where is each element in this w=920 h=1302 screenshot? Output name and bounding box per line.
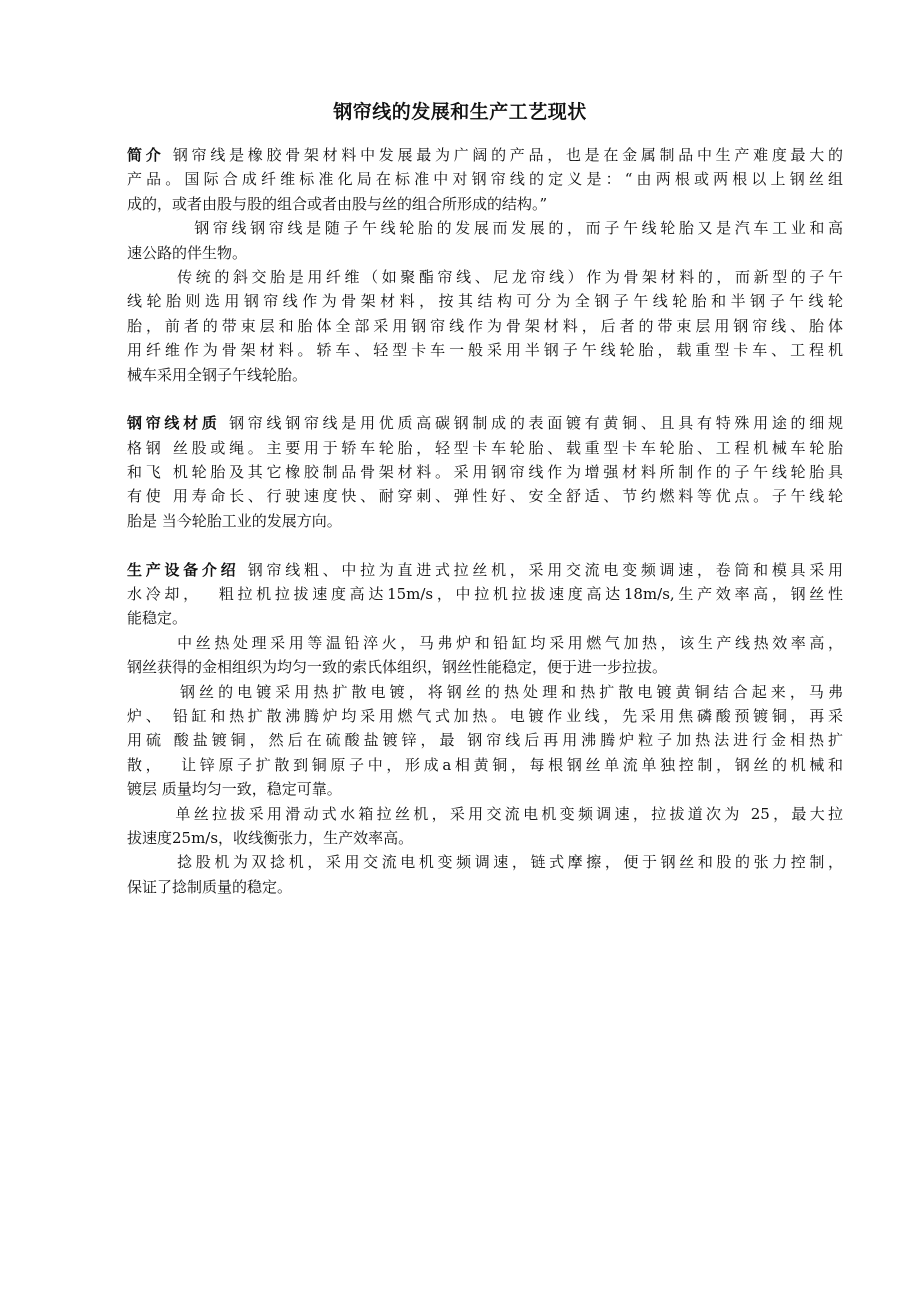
document-title: 钢帘线的发展和生产工艺现状 bbox=[333, 101, 587, 123]
paragraph-line: 钢帘线材质 钢帘线钢帘线是用优质高碳钢制成的表面镀有黄铜、且具有特殊用途的细规 bbox=[127, 414, 843, 433]
paragraph-line: 捻股机为双捻机，采用交流电机变频调速，链式摩擦，便于钢丝和股的张力控制， bbox=[127, 853, 843, 872]
paragraph-line: 格钢 丝股或绳。主要用于轿车轮胎，轻型卡车轮胎、载重型卡车轮胎、工程机械车轮胎 bbox=[127, 438, 843, 457]
paragraph-spacer bbox=[127, 533, 843, 557]
paragraph-line: 械车采用全钢子午线轮胎。 bbox=[127, 365, 308, 384]
section-equipment bbox=[127, 558, 843, 899]
paragraph-line: 保证了捻制质量的稳定。 bbox=[127, 877, 293, 896]
paragraph-line: 单丝拉拔采用滑动式水箱拉丝机，采用交流电机变频调速，拉拔道次为 25，最大拉 bbox=[127, 804, 843, 823]
section-material bbox=[127, 411, 843, 533]
paragraph-line: 镀层 质量均匀一致，稳定可靠。 bbox=[127, 780, 342, 799]
paragraph-line: 水冷却， 粗拉机拉拔速度高达15m/s，中拉机拉拔速度高达18m/s,生产效率高，钢丝性 bbox=[127, 585, 843, 604]
paragraph-line: 用硫 酸盐镀铜，然后在硫酸盐镀锌，最 钢帘线后再用沸腾炉粒子加热法进行金相热扩 bbox=[127, 731, 843, 750]
section-intro bbox=[127, 143, 843, 387]
paragraph-line: 传统的斜交胎是用纤维（如聚酯帘线、尼龙帘线）作为骨架材料的，而新型的子午 bbox=[127, 267, 843, 286]
paragraph-line: 钢帘线钢帘线是随子午线轮胎的发展而发展的，而子午线轮胎又是汽车工业和高 bbox=[127, 219, 843, 238]
paragraph-line: 炉、 铅缸和热扩散沸腾炉均采用燃气式加热。电镀作业线，先采用焦磷酸预镀铜，再采 bbox=[127, 706, 843, 725]
paragraph-line: 用纤维作为骨架材料。轿车、轻型卡车一般采用半钢子午线轮胎，载重型卡车、工程机 bbox=[127, 341, 843, 360]
paragraph-line: 产品。国际合成纤维标准化局在标准中对钢帘线的定义是：“由两根或两根以上钢丝组 bbox=[127, 170, 843, 189]
paragraph-line: 有使 用寿命长、行驶速度快、耐穿刺、弹性好、安全舒适、节约燃料等优点。子午线轮 bbox=[127, 487, 843, 506]
paragraph-line: 和飞 机轮胎及其它橡胶制品骨架材料。采用钢帘线作为增强材料所制作的子午线轮胎具 bbox=[127, 463, 843, 482]
section-heading-material: 钢帘线材质 bbox=[127, 414, 221, 433]
paragraph-line: 线轮胎则选用钢帘线作为骨架材料，按其结构可分为全钢子午线轮胎和半钢子午线轮 bbox=[127, 292, 843, 311]
paragraph-line: 拔速度25m/s，收线衡张力，生产效率高。 bbox=[127, 828, 414, 847]
paragraph-line: 散， 让锌原子扩散到铜原子中，形成a相黄铜，每根钢丝单流单独控制，钢丝的机械和 bbox=[127, 755, 843, 774]
paragraph-line: 胎，前者的带束层和胎体全部采用钢帘线作为骨架材料，后者的带束层用钢帘线、胎体 bbox=[127, 316, 843, 335]
paragraph-line: 胎是 当今轮胎工业的发展方向。 bbox=[127, 511, 342, 530]
paragraph-line: 成的，或者由股与股的组合或者由股与丝的组合所形成的结构。” bbox=[127, 194, 548, 213]
paragraph-spacer bbox=[127, 387, 843, 411]
paragraph-line: 速公路的伴生物。 bbox=[127, 243, 248, 262]
paragraph-line: 生产设备介绍 钢帘线粗、中拉为直进式拉丝机，采用交流电变频调速，卷筒和模具采用 bbox=[127, 560, 843, 579]
paragraph-line: 钢丝获得的金相组织为均匀一致的索氏体组织，钢丝性能稳定，便于进一步拉拔。 bbox=[127, 658, 668, 677]
section-heading-equipment: 生产设备介绍 bbox=[127, 560, 240, 579]
paragraph-line: 简介 钢帘线是橡胶骨架材料中发展最为广阔的产品，也是在金属制品中生产难度最大的 bbox=[127, 146, 843, 164]
document-body bbox=[127, 143, 843, 899]
paragraph-line: 钢丝的电镀采用热扩散电镀，将钢丝的热处理和热扩散电镀黄铜结合起来，马弗 bbox=[127, 682, 843, 701]
section-heading-intro: 简介 bbox=[127, 146, 165, 164]
paragraph-line: 能稳定。 bbox=[127, 609, 188, 628]
paragraph-line: 中丝热处理采用等温铅淬火，马弗炉和铅缸均采用燃气加热，该生产线热效率高， bbox=[127, 633, 843, 652]
